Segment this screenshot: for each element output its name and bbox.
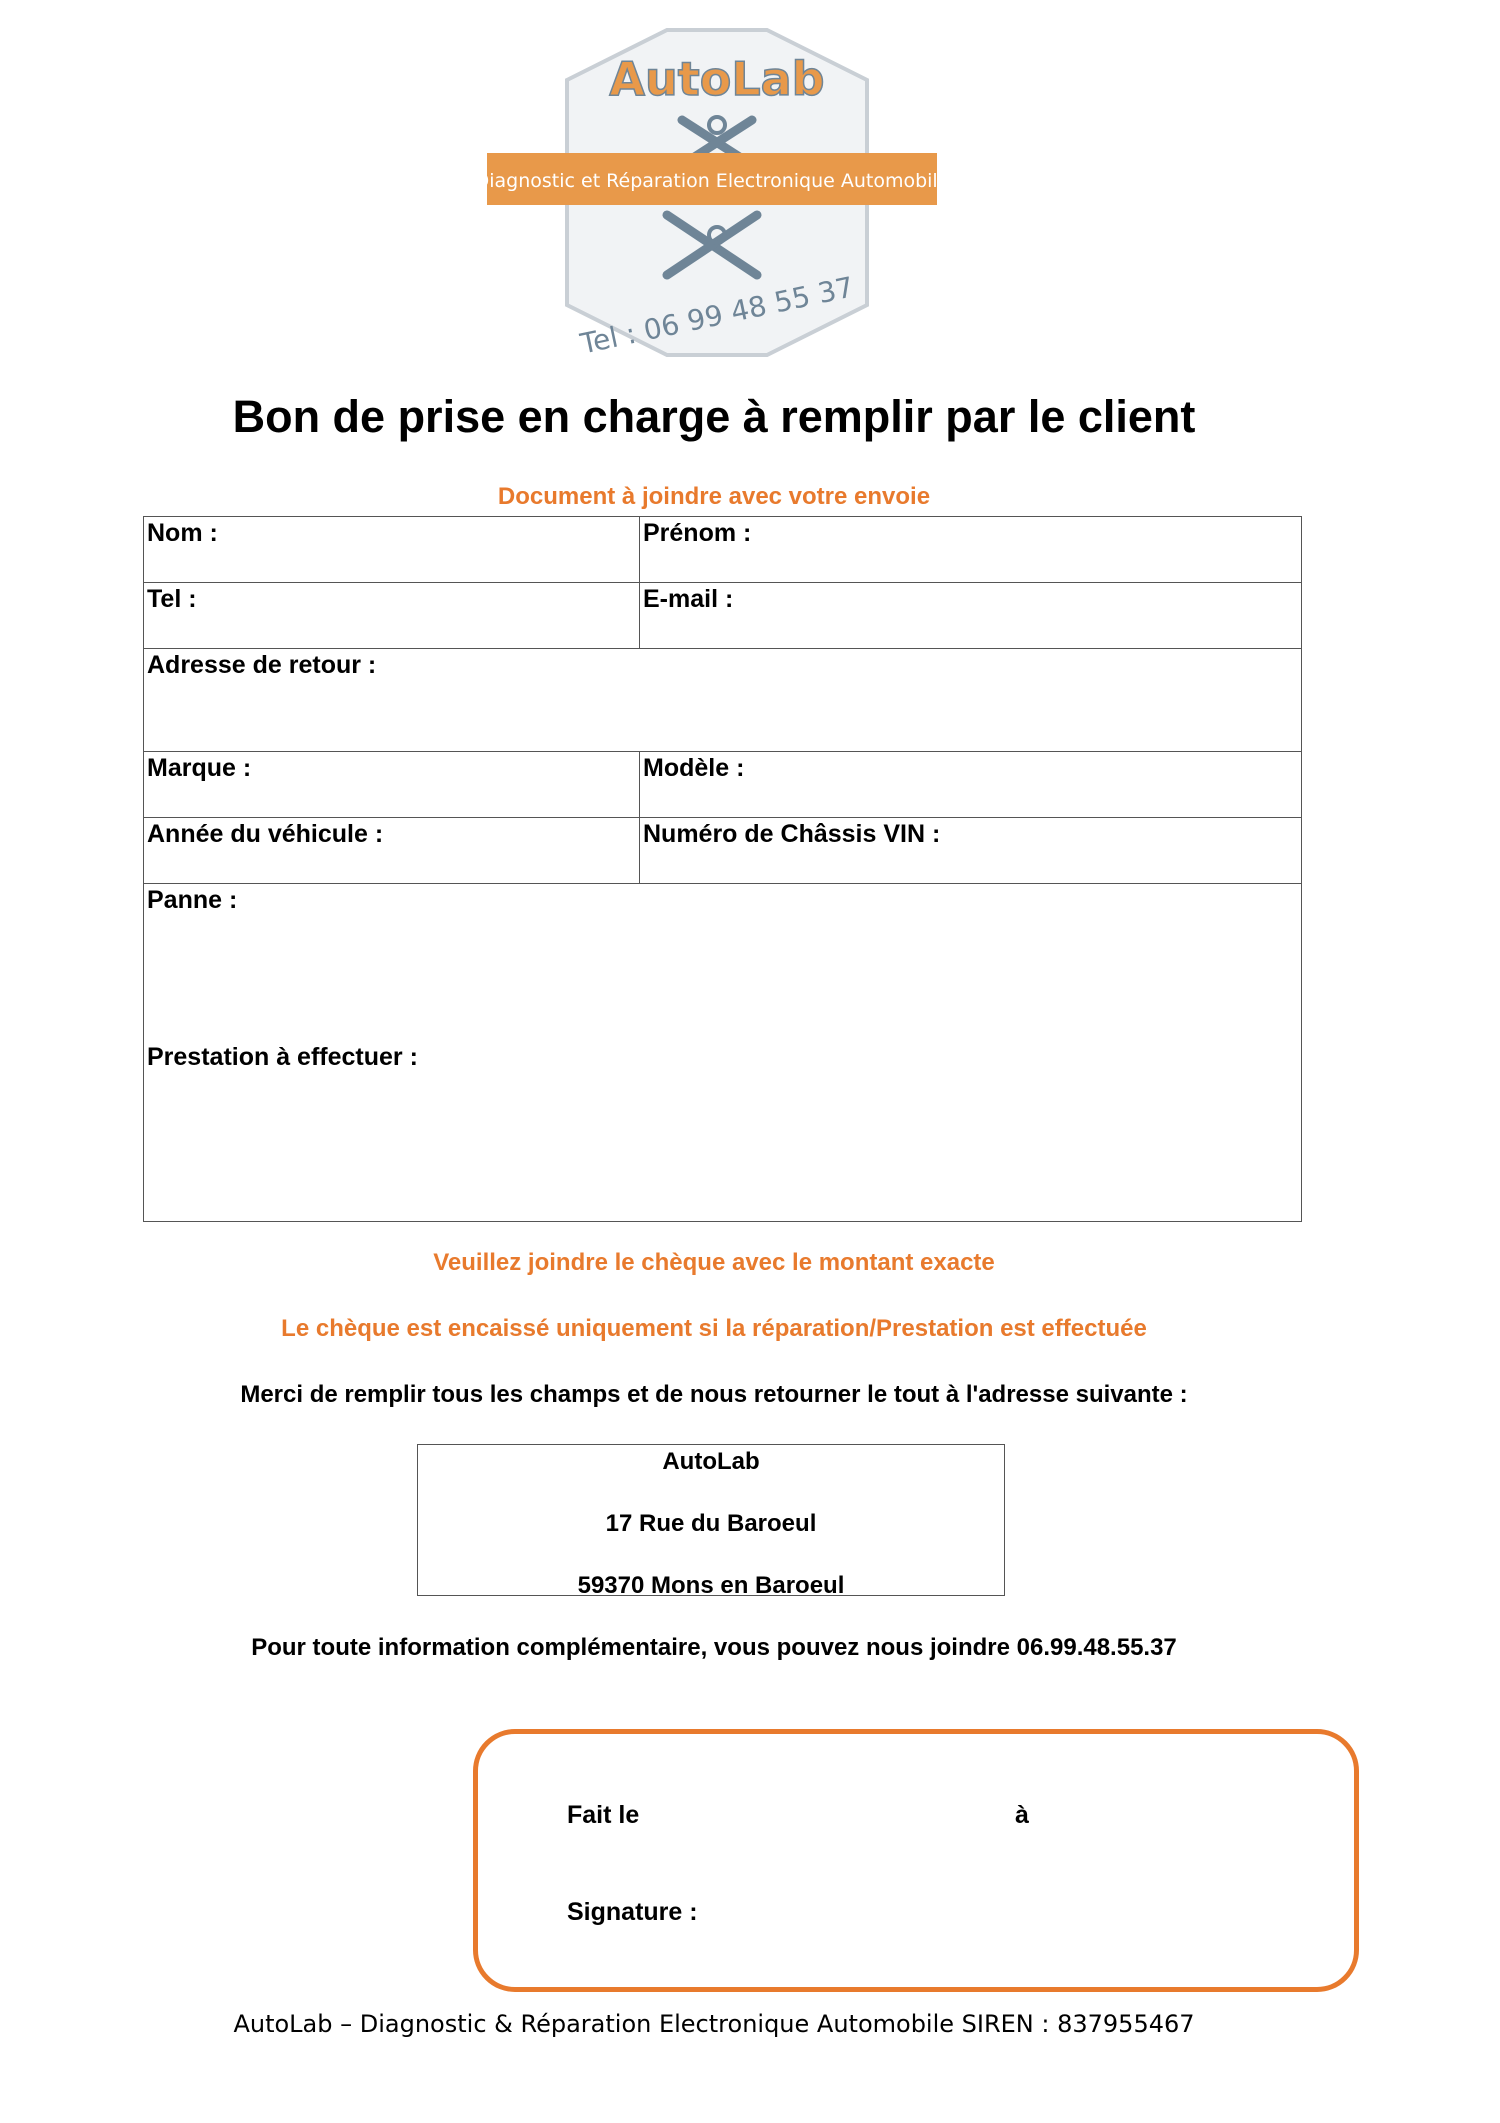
contact-info: Pour toute information complémentaire, vous pouvez nous joindre 06.99.48.55.37 [251, 1634, 1177, 1661]
vin-label: Numéro de Châssis VIN : [643, 820, 941, 848]
logo-brand-text: AutoLab [609, 52, 825, 106]
email-field[interactable] [640, 583, 1302, 649]
annee-field[interactable] [144, 818, 640, 884]
client-form-table [143, 516, 1302, 1222]
encaisse-notice: Le chèque est encaissé uniquement si la réparation/Prestation est effectuée [281, 1315, 1147, 1342]
email-label: E-mail : [643, 585, 734, 613]
vin-field[interactable] [640, 818, 1302, 884]
autolab-logo [487, 25, 937, 360]
modele-field[interactable] [640, 752, 1302, 818]
marque-field[interactable] [144, 752, 640, 818]
fait-le-label: Fait le [567, 1801, 640, 1829]
nom-field[interactable] [144, 517, 640, 583]
nom-label: Nom : [147, 519, 218, 547]
marque-label: Marque : [147, 754, 252, 782]
address-city: 59370 Mons en Baroeul [577, 1572, 845, 1599]
page-title: Bon de prise en charge à remplir par le client [232, 391, 1196, 442]
logo-phone-text: Tel : 06 99 48 55 37 [577, 270, 857, 360]
logo-banner-text: Diagnostic et Réparation Electronique Automobile [487, 170, 937, 192]
return-address-box [417, 1444, 1005, 1599]
a-label: à [1015, 1801, 1029, 1829]
adresse-field[interactable] [144, 649, 1302, 752]
signature-box[interactable] [473, 1729, 1359, 1992]
signature-label: Signature : [567, 1898, 698, 1926]
prenom-label: Prénom : [643, 519, 752, 547]
cheque-notice: Veuillez joindre le chèque avec le montant exacte [433, 1249, 995, 1276]
prestation-label: Prestation à effectuer : [147, 1043, 418, 1071]
modele-label: Modèle : [643, 754, 745, 782]
tel-field[interactable] [144, 583, 640, 649]
tel-label: Tel : [147, 585, 197, 613]
instructions-text: Merci de remplir tous les champs et de nous retourner le tout à l'adresse suivante : [240, 1381, 1188, 1408]
adresse-label: Adresse de retour : [147, 651, 377, 679]
prenom-field[interactable] [640, 517, 1302, 583]
panne-label: Panne : [147, 886, 238, 914]
panne-prestation-field[interactable] [144, 884, 1302, 1222]
address-name: AutoLab [662, 1448, 760, 1475]
page-footer: AutoLab – Diagnostic & Réparation Electronique Automobile SIREN : 837955467 [233, 2010, 1195, 2038]
address-street: 17 Rue du Baroeul [605, 1510, 817, 1537]
document-subtitle: Document à joindre avec votre envoie [497, 483, 931, 510]
annee-label: Année du véhicule : [147, 820, 384, 848]
